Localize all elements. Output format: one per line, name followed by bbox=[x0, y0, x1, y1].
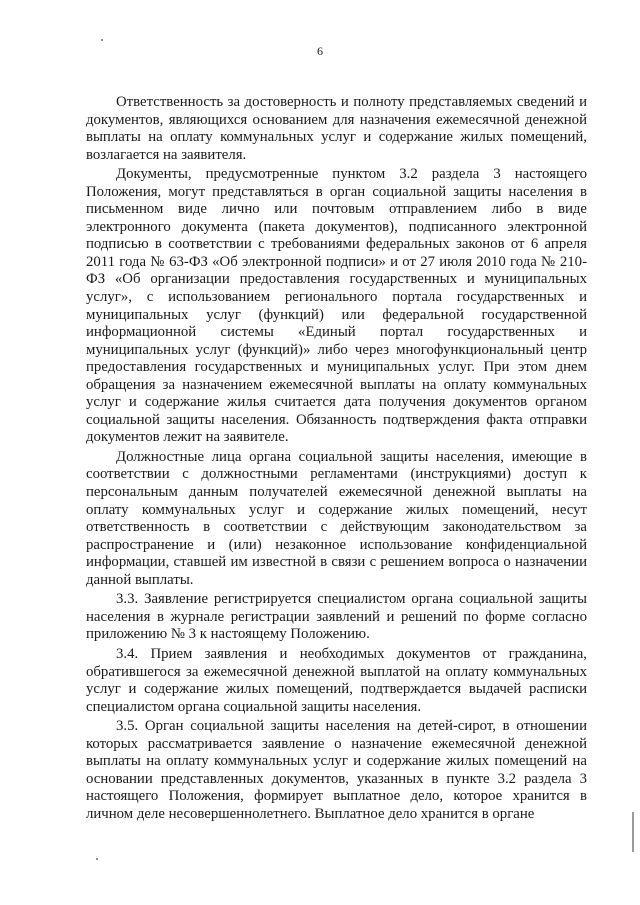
scan-speck bbox=[96, 858, 98, 860]
paragraph-3-4: 3.4. Прием заявления и необходимых документов от гражданина, обратившегося за ежемесячной денежной выплатой на оплату коммунальных услуг и содержание жилых помещений, подтверждается выдачей расписки специалистом органа социальной защиты населения. bbox=[86, 645, 587, 715]
paragraph-3-5: 3.5. Орган социальной защиты населения на детей-сирот, в отношении которых рассматривается заявление о назначение ежемесячной денежной выплаты на оплату коммунальных услуг и содержание жилых помещений на основании представленных документов, указанных в пункте 3.2 раздела 3 настоящего Положения, формирует выплатное дело, которое хранится в личном деле несовершеннолетнего. Выплатное дело хранится в органе bbox=[86, 718, 587, 822]
scan-speck bbox=[101, 39, 103, 41]
scan-edge-mark bbox=[632, 812, 634, 852]
paragraph-officials-liability: Должностные лица органа социальной защиты населения, имеющие в соответствии с должностными регламентами (инструкциями) доступ к персональным данным получателей ежемесячной денежной выплаты на оплату коммунальных услуг и содержание жилых помещений, несут ответственность в соответствии с действующим законодательством за распространение и (или) незаконное использование конфиденциальной информации, ставшей им известной в связи с решением вопроса о назначении данной выплаты. bbox=[86, 448, 587, 588]
paragraph-documents-submission: Документы, предусмотренные пунктом 3.2 раздела 3 настоящего Положения, могут представляться в орган социальной защиты населения в письменном виде лично или почтовым отправлением либо в виде электронного документа (пакета документов), подписанного электронной подписью в соответствии с требованиями федеральных законов от 6 апреля 2011 года № 63-ФЗ «Об электронной подписи» и от 27 июля 2010 года № 210-ФЗ «Об организации предоставления государственных и муниципальных услуг», с использованием регионального портала государственных и муниципальных услуг (функций) или федеральной государственной информационной системы «Единый портал государственных и муниципальных услуг (функций)» либо через многофункциональный центр предоставления государственных и муниципальных услуг. При этом днем обращения за назначением ежемесячной выплаты на оплату коммунальных услуг и содержание жилья считается дата получения документов органом социальной защиты населения. Обязанность подтверждения факта отправки документов лежит на заявителе. bbox=[86, 166, 587, 446]
paragraph-responsibility: Ответственность за достоверность и полноту представляемых сведений и документов, являющихся основанием для назначения ежемесячной денежной выплаты на оплату коммунальных услуг и содержание жилых помещений, возлагается на заявителя. bbox=[86, 94, 587, 163]
document-body bbox=[86, 94, 587, 825]
page-number: 6 bbox=[317, 44, 323, 58]
paragraph-3-3: 3.3. Заявление регистрируется специалистом органа социальной защиты населения в журнале регистрации заявлений и решений по форме согласно приложению № 3 к настоящему Положению. bbox=[86, 591, 587, 643]
